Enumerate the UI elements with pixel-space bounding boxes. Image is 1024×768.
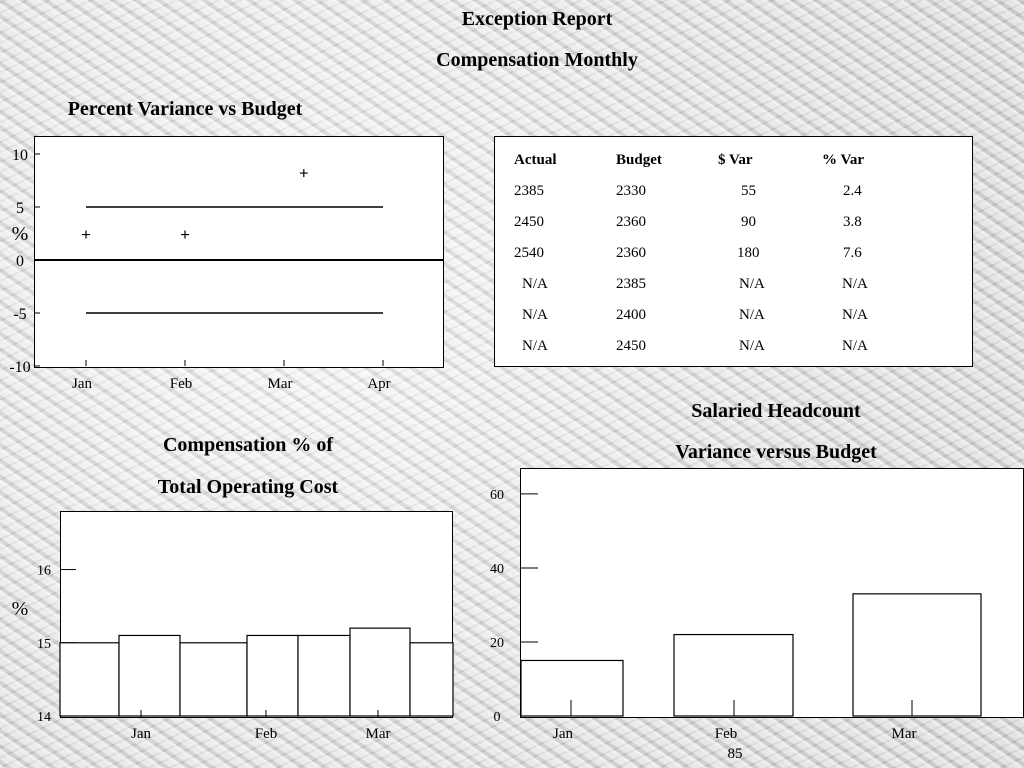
report-title: Exception Report (461, 8, 613, 30)
x-tick-label: Jan (131, 726, 151, 742)
table-cell: N/A (842, 276, 868, 292)
y-tick-label: -5 (13, 306, 27, 323)
x-tick-label: Feb (714, 726, 738, 742)
table-header-cell: Budget (616, 152, 662, 168)
x-tick-label: Mar (891, 726, 917, 742)
x-tick-label: Jan (553, 726, 573, 742)
y-tick-label: 5 (16, 200, 24, 217)
x-tick-label: Feb (254, 726, 278, 742)
x-tick-label: Mar (365, 726, 391, 742)
x-tick-label: Jan (72, 376, 92, 392)
y-tick-label: 16 (37, 563, 51, 579)
y-tick-label: -10 (9, 359, 31, 376)
table-cell: 2540 (514, 245, 544, 261)
table-cell: 2330 (616, 183, 646, 199)
y-tick-label: 20 (490, 635, 504, 651)
table-header-cell: $ Var (718, 152, 753, 168)
x-tick-label: Mar (267, 376, 293, 392)
table-header-cell: % Var (822, 152, 865, 168)
x-tick-label: Apr (367, 376, 391, 392)
y-tick-label: 15 (37, 636, 51, 652)
bar (521, 660, 623, 716)
table-cell: 2385 (514, 183, 544, 199)
table-cell: 180 (737, 245, 760, 261)
table-cell: 3.8 (843, 214, 862, 230)
comp-chart-title-line1: Compensation % of (162, 434, 333, 456)
table-cell: 90 (741, 214, 756, 230)
x-tick-label: Feb (169, 376, 193, 392)
table-cell: 2385 (616, 276, 646, 292)
table-cell: 2450 (514, 214, 544, 230)
table-cell: N/A (842, 307, 868, 323)
x-sub-label: 85 (727, 746, 743, 762)
y-tick-label: 14 (37, 710, 51, 725)
table-cell: N/A (522, 276, 548, 292)
y-tick-label: 40 (490, 561, 504, 577)
table-cell: 55 (741, 183, 756, 199)
headcount-chart-title-line1: Salaried Headcount (691, 400, 861, 422)
table-cell: N/A (522, 307, 548, 323)
headcount-chart-title-line2: Variance versus Budget (675, 441, 877, 463)
variance-chart-title: Percent Variance vs Budget (67, 98, 303, 120)
bar (853, 594, 981, 716)
table-cell: N/A (842, 338, 868, 354)
table-cell: N/A (739, 338, 765, 354)
table-cell: N/A (739, 276, 765, 292)
table-cell: N/A (522, 338, 548, 354)
report-subtitle: Compensation Monthly (436, 49, 638, 71)
y-axis-label: % (11, 598, 29, 620)
y-tick-label: 0 (493, 710, 501, 725)
table-cell: 2360 (616, 245, 646, 261)
y-axis-label: % (11, 223, 29, 245)
table-cell: 2400 (616, 307, 646, 323)
comp-chart-title-line2: Total Operating Cost (157, 476, 339, 498)
table-header-cell: Actual (514, 152, 557, 168)
table-cell: 7.6 (843, 245, 862, 261)
table-cell: N/A (739, 307, 765, 323)
table-cell: 2450 (616, 338, 646, 354)
y-tick-label: 0 (16, 253, 24, 270)
y-tick-label: 60 (490, 487, 504, 503)
table-cell: 2.4 (843, 183, 862, 199)
y-tick-label: 10 (12, 147, 28, 164)
table-cell: 2360 (616, 214, 646, 230)
